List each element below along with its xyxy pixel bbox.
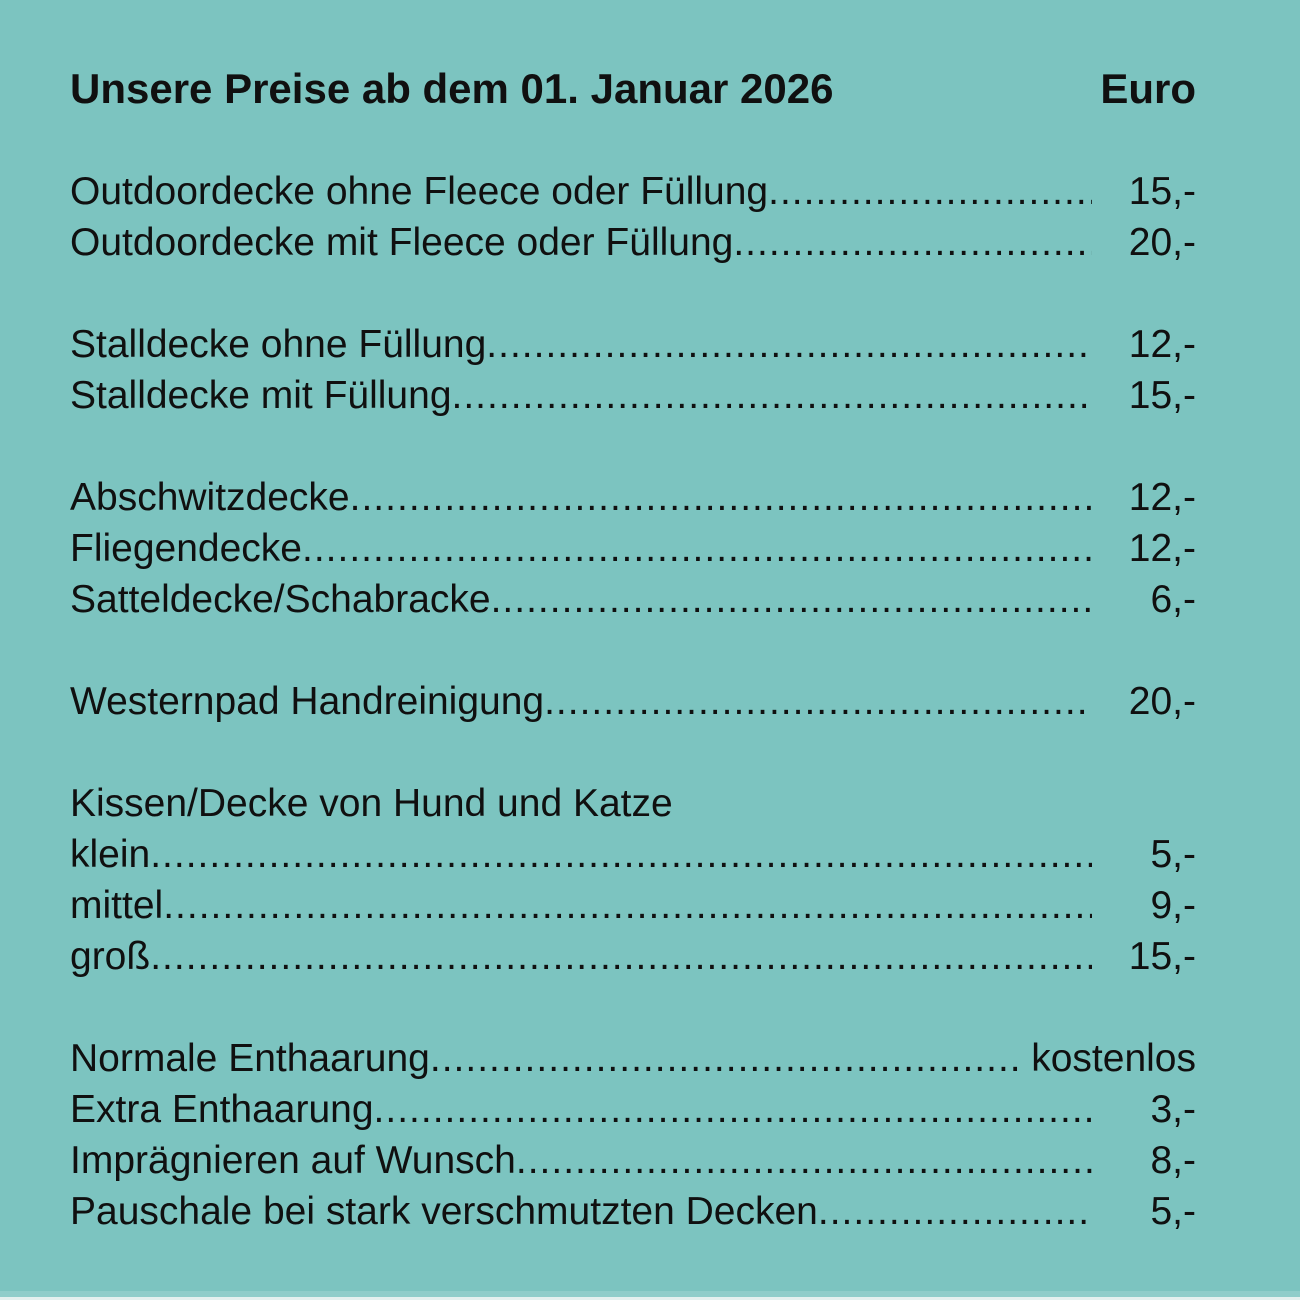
price-value: 20,-: [1128, 221, 1196, 264]
dot-leader: [430, 1033, 1019, 1084]
price-row: [70, 1084, 1196, 1135]
dot-leader: [486, 319, 1092, 370]
price-list-header: [70, 64, 1196, 114]
price-value: 12,-: [1128, 527, 1196, 570]
dot-leader: [150, 829, 1092, 880]
currency-column-header: Euro: [1100, 65, 1196, 112]
dot-leader: [818, 1186, 1092, 1237]
price-value: 5,-: [1150, 1190, 1196, 1233]
dot-leader: [302, 523, 1092, 574]
price-item-label: Stalldecke ohne Füllung: [70, 323, 487, 366]
price-group: [70, 676, 1196, 727]
dot-leader: [150, 931, 1092, 982]
price-item-label: Kissen/Decke von Hund und Katze: [70, 782, 673, 825]
price-group: [70, 166, 1196, 268]
price-value: 3,-: [1150, 1088, 1196, 1131]
price-row: [70, 472, 1196, 523]
price-value: 6,-: [1150, 578, 1196, 621]
price-group: [70, 319, 1196, 421]
dot-leader: [733, 217, 1092, 268]
dot-leader: [491, 574, 1092, 625]
price-item-label: Outdoordecke ohne Fleece oder Füllung: [70, 170, 769, 213]
price-groups: [70, 166, 1196, 1237]
price-row: [70, 676, 1196, 727]
price-row: [70, 370, 1196, 421]
price-value: 5,-: [1150, 833, 1196, 876]
price-item-label: Fliegendecke: [70, 527, 302, 570]
price-item-label: Imprägnieren auf Wunsch: [70, 1139, 516, 1182]
dot-leader: [544, 676, 1092, 727]
price-value: 15,-: [1128, 170, 1196, 213]
price-row: [70, 166, 1196, 217]
price-value: 20,-: [1128, 680, 1196, 723]
price-row: [70, 217, 1196, 268]
dot-leader: [452, 370, 1092, 421]
price-value: 15,-: [1128, 374, 1196, 417]
price-row: [70, 574, 1196, 625]
price-value: 15,-: [1128, 935, 1196, 978]
price-row: [70, 829, 1196, 880]
price-row: [70, 1186, 1196, 1237]
price-value: 12,-: [1128, 476, 1196, 519]
price-item-label: groß: [70, 935, 151, 978]
price-item-label: Extra Enthaarung: [70, 1088, 374, 1131]
price-row: [70, 778, 1196, 829]
price-row: [70, 319, 1196, 370]
price-row: [70, 931, 1196, 982]
price-item-label: Normale Enthaarung: [70, 1037, 430, 1080]
price-group: [70, 1033, 1196, 1237]
price-item-label: Stalldecke mit Füllung: [70, 374, 452, 417]
page-title: Unsere Preise ab dem 01. Januar 2026: [70, 65, 834, 112]
price-value: kostenlos: [1031, 1037, 1196, 1080]
price-item-label: Outdoordecke mit Fleece oder Füllung: [70, 221, 734, 264]
price-row: [70, 1033, 1196, 1084]
price-item-label: mittel: [70, 884, 164, 927]
price-row: [70, 1135, 1196, 1186]
price-item-label: Westernpad Handreinigung: [70, 680, 545, 723]
dot-leader: [768, 166, 1092, 217]
price-row: [70, 880, 1196, 931]
price-item-label: klein: [70, 833, 151, 876]
price-item-label: Satteldecke/Schabracke: [70, 578, 491, 621]
price-value: 8,-: [1150, 1139, 1196, 1182]
price-group: [70, 472, 1196, 625]
dot-leader: [516, 1135, 1092, 1186]
price-item-label: Abschwitzdecke: [70, 476, 350, 519]
price-item-label: Pauschale bei stark verschmutzten Decken: [70, 1190, 818, 1233]
dot-leader: [350, 472, 1092, 523]
dot-leader: [163, 880, 1092, 931]
price-row: [70, 523, 1196, 574]
price-group: [70, 778, 1196, 982]
price-list-content: [70, 64, 1196, 1237]
price-value: 9,-: [1150, 884, 1196, 927]
price-value: 12,-: [1128, 323, 1196, 366]
dot-leader: [374, 1084, 1092, 1135]
